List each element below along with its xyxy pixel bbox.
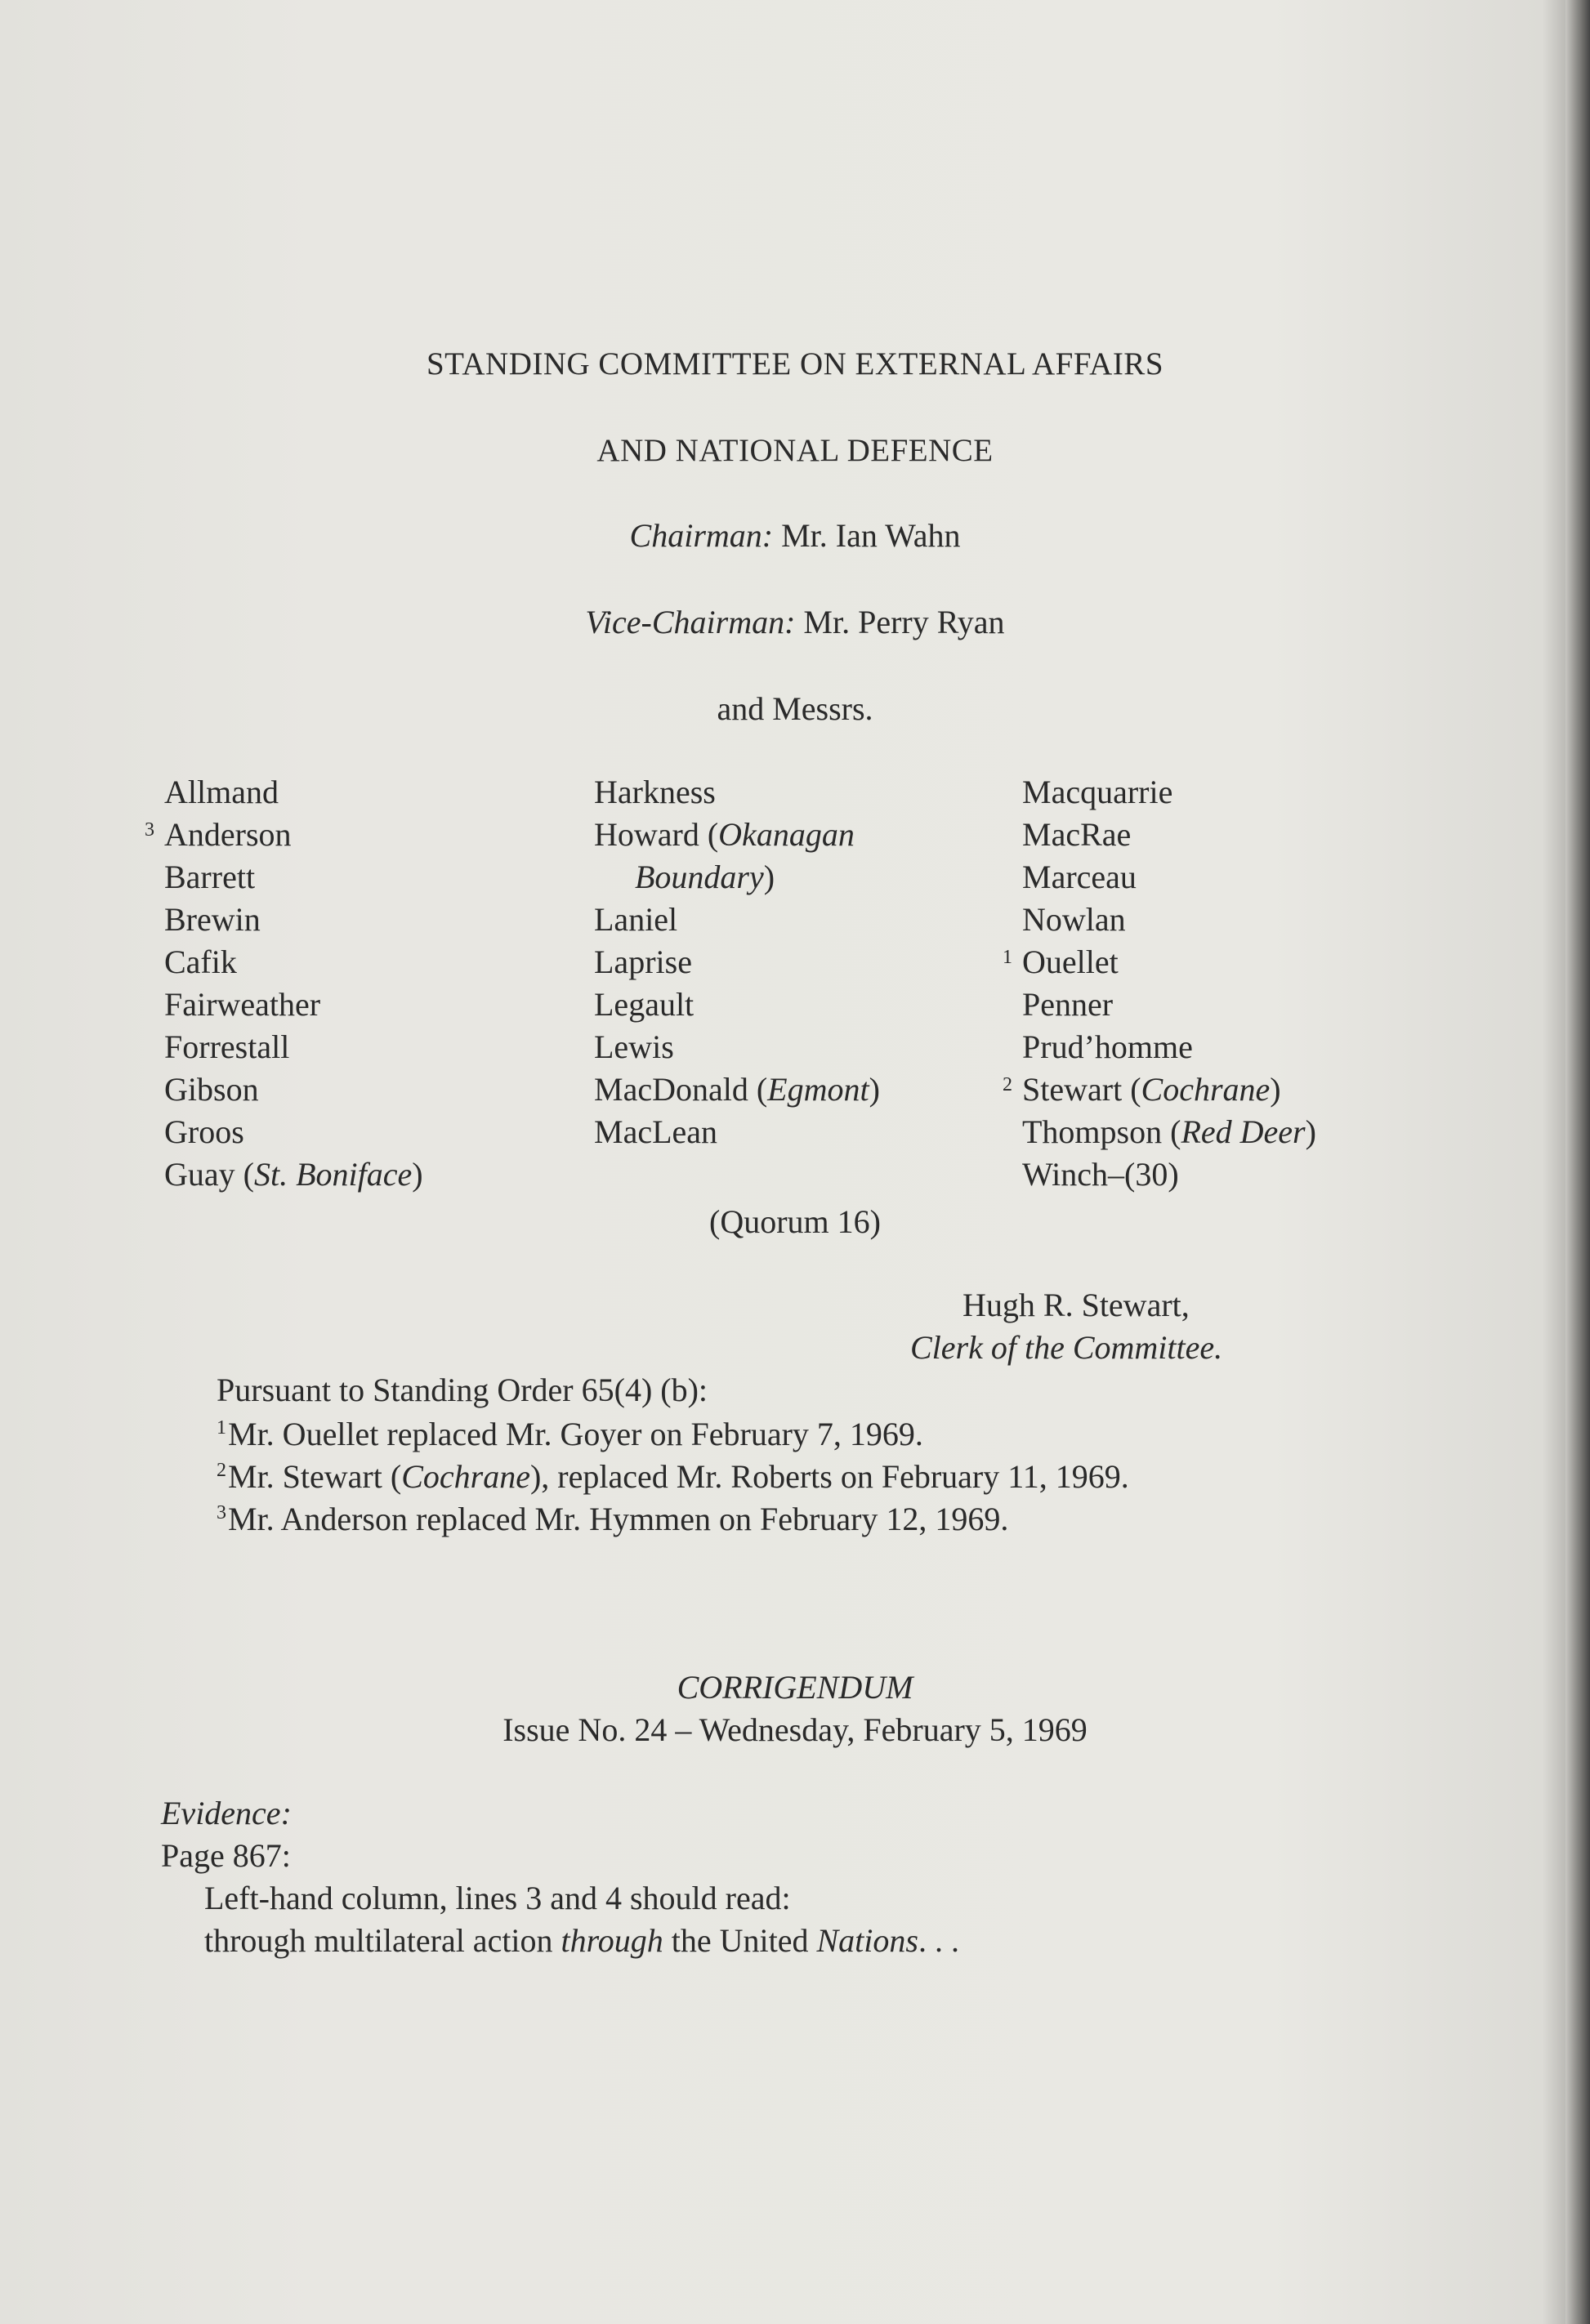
- member-name: [1022, 899, 1316, 941]
- member-surname: Marceau: [1022, 859, 1137, 895]
- committee-title-line1: STANDING COMMITTEE ON EXTERNAL AFFAIRS: [426, 346, 1164, 381]
- replacement-note: [217, 1413, 1129, 1456]
- member-name: [1022, 984, 1316, 1026]
- member-surname: Brewin: [164, 901, 261, 938]
- correction-pre: through multilateral action: [204, 1922, 561, 1959]
- members-column-2: [594, 771, 880, 1153]
- footnote-marker: 1: [1003, 947, 1012, 968]
- member-surname: Penner: [1022, 986, 1114, 1023]
- member-name: [1003, 941, 1316, 984]
- corrigendum-title: CORRIGENDUM: [677, 1669, 913, 1706]
- member-name: [1003, 1068, 1316, 1111]
- note-text: ), replaced Mr. Roberts on February 11, 1969.: [529, 1458, 1129, 1495]
- chairman-name: Mr. Ian Wahn: [781, 517, 961, 554]
- member-surname: Harkness: [594, 774, 716, 810]
- member-name: [594, 1026, 880, 1068]
- correction-ital1: through: [561, 1922, 663, 1959]
- member-surname: Winch–(30): [1022, 1156, 1179, 1193]
- member-surname: Forrestall: [164, 1028, 290, 1065]
- member-surname: MacRae: [1022, 816, 1132, 853]
- replacement-notes: [217, 1413, 1129, 1541]
- footnote-marker: 2: [217, 1460, 226, 1481]
- member-name: [1022, 1153, 1316, 1196]
- corrigendum-issue: Issue No. 24 – Wednesday, February 5, 1969: [502, 1711, 1088, 1748]
- member-name: [594, 814, 880, 856]
- vice-chairman-line: [0, 603, 1590, 642]
- member-name: [1022, 814, 1316, 856]
- member-surname: Stewart (: [1022, 1071, 1141, 1108]
- member-riding: St. Boniface: [253, 1156, 413, 1193]
- correction-line2: [204, 1921, 959, 1960]
- member-name: [145, 814, 423, 856]
- replacement-note: [217, 1456, 1129, 1498]
- quorum: (Quorum 16): [709, 1203, 881, 1240]
- member-surname: Cafik: [164, 943, 237, 980]
- member-name: [164, 984, 423, 1026]
- member-name: [594, 1111, 880, 1153]
- member-name: [594, 856, 880, 899]
- chairman-label: Chairman:: [629, 517, 774, 554]
- footnote-marker: 1: [217, 1417, 226, 1439]
- member-name: [164, 941, 423, 984]
- clerk-title: Clerk of the Committee.: [910, 1329, 1223, 1366]
- member-name: [1022, 771, 1316, 814]
- member-surname: Fairweather: [164, 986, 321, 1023]
- member-name: [1022, 856, 1316, 899]
- page-ref: Page 867:: [161, 1837, 291, 1874]
- member-surname: Guay (: [164, 1156, 254, 1193]
- pursuant-line: Pursuant to Standing Order 65(4) (b):: [217, 1372, 708, 1408]
- member-surname: Laniel: [594, 901, 678, 938]
- member-name: [1022, 1026, 1316, 1068]
- member-name: [594, 984, 880, 1026]
- member-surname: Thompson (: [1022, 1113, 1181, 1150]
- member-surname: Gibson: [164, 1071, 259, 1108]
- note-text: Mr. Stewart (: [228, 1458, 402, 1495]
- member-name: [594, 899, 880, 941]
- member-riding: Egmont: [767, 1071, 869, 1108]
- member-riding: Cochrane: [1141, 1071, 1271, 1108]
- member-name: [1022, 1111, 1316, 1153]
- member-surname: Allmand: [164, 774, 279, 810]
- member-surname: Anderson: [164, 816, 292, 853]
- member-name: [594, 941, 880, 984]
- member-name: [164, 1111, 423, 1153]
- replacement-note: [217, 1498, 1129, 1541]
- vice-chairman-label: Vice-Chairman:: [585, 604, 796, 640]
- note-text: Cochrane: [401, 1458, 530, 1495]
- correction-ital2: Nations: [816, 1922, 918, 1959]
- note-text: Mr. Ouellet replaced Mr. Goyer on February 7, 1969.: [228, 1416, 923, 1452]
- riding-close: ): [869, 1071, 880, 1108]
- member-name: [164, 899, 423, 941]
- member-surname: Legault: [594, 986, 695, 1023]
- member-riding: Okanagan: [718, 816, 855, 853]
- member-surname: Ouellet: [1022, 943, 1119, 980]
- and-messrs: and Messrs.: [717, 690, 873, 727]
- member-riding: Red Deer: [1181, 1113, 1306, 1150]
- correction-post: . . .: [918, 1922, 959, 1959]
- members-column-1: [145, 771, 423, 1196]
- member-surname: Lewis: [594, 1028, 674, 1065]
- member-surname: Laprise: [594, 943, 692, 980]
- member-surname: Nowlan: [1022, 901, 1126, 938]
- riding-close: ): [1270, 1071, 1281, 1108]
- member-surname: MacDonald (: [594, 1071, 768, 1108]
- committee-title-line2: AND NATIONAL DEFENCE: [596, 433, 994, 468]
- member-surname: Barrett: [164, 859, 256, 895]
- members-column-3: [1003, 771, 1316, 1196]
- member-surname: Macquarrie: [1022, 774, 1173, 810]
- riding-close: ): [1305, 1113, 1316, 1150]
- member-name: [594, 1068, 880, 1111]
- member-surname: Howard (: [594, 816, 719, 853]
- riding-close: ): [412, 1156, 423, 1193]
- vice-chairman-name: Mr. Perry Ryan: [803, 604, 1005, 640]
- clerk-name: Hugh R. Stewart,: [962, 1287, 1190, 1323]
- correction-mid: the United: [663, 1922, 817, 1959]
- member-name: [164, 1068, 423, 1111]
- footnote-marker: 3: [145, 819, 154, 841]
- evidence-label: Evidence:: [161, 1795, 292, 1831]
- member-surname: Groos: [164, 1113, 244, 1150]
- member-name: [164, 856, 423, 899]
- note-text: Mr. Anderson replaced Mr. Hymmen on February 12, 1969.: [228, 1501, 1009, 1537]
- correction-line1: Left-hand column, lines 3 and 4 should read:: [204, 1880, 791, 1916]
- chairman-line: [0, 516, 1590, 555]
- footnote-marker: 3: [217, 1502, 226, 1523]
- footnote-marker: 2: [1003, 1074, 1012, 1095]
- member-surname: MacLean: [594, 1113, 718, 1150]
- member-surname: Prud’homme: [1022, 1028, 1193, 1065]
- member-riding: Boundary: [635, 859, 764, 895]
- member-name: [164, 1026, 423, 1068]
- member-name: [594, 771, 880, 814]
- member-name: [164, 1153, 423, 1196]
- member-name: [164, 771, 423, 814]
- riding-close: ): [763, 859, 775, 895]
